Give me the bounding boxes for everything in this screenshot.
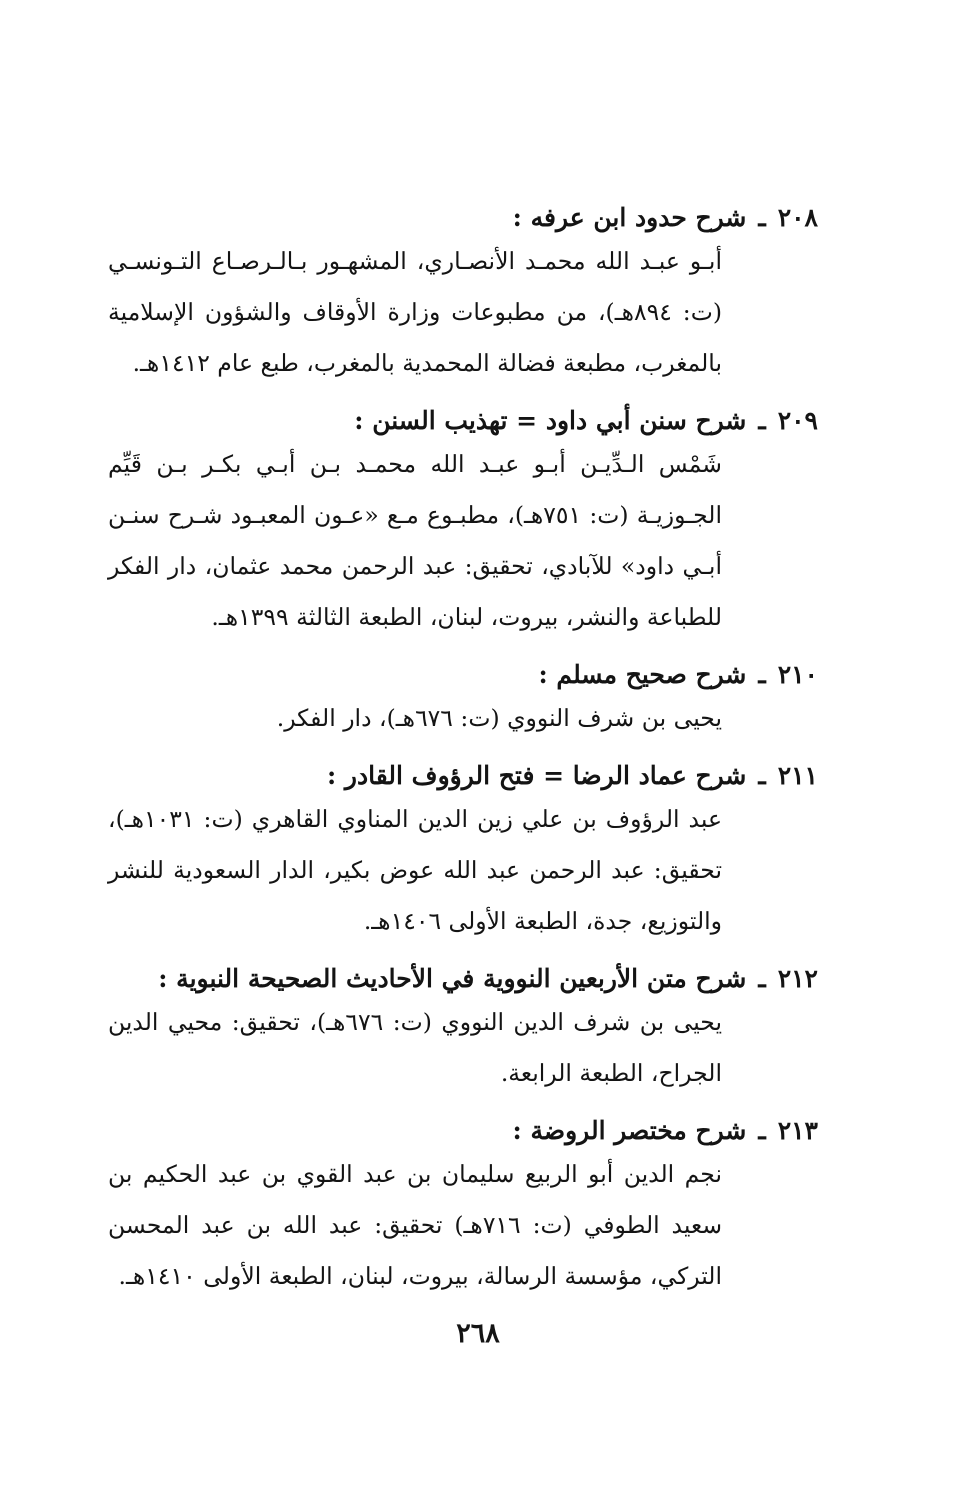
- entry-title: شرح عماد الرضا = فتح الرؤوف القادر :: [326, 761, 747, 790]
- entry-number: ٢١١: [777, 761, 818, 790]
- entry-dash: ـ: [758, 964, 766, 993]
- bibliography-entry-208: [108, 200, 818, 389]
- entry-number: ٢٠٨: [777, 203, 818, 232]
- entry-dash: ـ: [758, 1116, 766, 1145]
- entry-heading: [108, 657, 818, 693]
- entry-number: ٢١٢: [777, 964, 818, 993]
- entry-title: شرح حدود ابن عرفه :: [512, 203, 747, 232]
- bibliography-entry-210: [108, 657, 818, 744]
- entry-dash: ـ: [758, 406, 766, 435]
- bibliography-entry-209: [108, 403, 818, 643]
- entry-number: ٢١٠: [777, 660, 818, 689]
- entry-title: شرح متن الأربعين النووية في الأحاديث الصحيحة النبوية :: [158, 964, 747, 993]
- entry-body: عبد الرؤوف بن علي زين الدين المناوي القاهري (ت: ١٠٣١هـ)، تحقيق: عبد الرحمن عبد الله عوض بكير، الدار السعودية للنشر والتوزيع، جدة، الطبعة الأولى ١٤٠٦هـ.: [108, 805, 722, 935]
- entry-heading: [108, 403, 818, 439]
- entry-title: شرح سنن أبي داود = تهذيب السنن :: [354, 406, 747, 435]
- entry-body: أبـو عبـد الله محمـد الأنصـاري، المشهـور بـالـرصـاع التـونسـي (ت: ٨٩٤هـ)، من مطبوعات وزارة الأوقاف والشؤون الإسلامية بالمغرب، مطبعة فضالة المحمدية بالمغرب، طبع عام ١٤١٢هـ.: [108, 247, 722, 377]
- entry-dash: ـ: [758, 761, 766, 790]
- bibliography-entry-211: [108, 758, 818, 947]
- bibliography-list: [108, 200, 818, 1316]
- page-number: ٢٦٨: [456, 1318, 500, 1349]
- entry-number: ٢٠٩: [777, 406, 818, 435]
- entry-title: شرح صحيح مسلم :: [538, 660, 747, 689]
- entry-body: يحيى بن شرف الدين النووي (ت: ٦٧٦هـ)، تحقيق: محيي الدين الجراح، الطبعة الرابعة.: [108, 1008, 722, 1087]
- entry-heading: [108, 758, 818, 794]
- entry-title: شرح مختصر الروضة :: [512, 1116, 747, 1145]
- entry-heading: [108, 1113, 818, 1149]
- entry-heading: [108, 200, 818, 236]
- entry-heading: [108, 961, 818, 997]
- entry-dash: ـ: [758, 203, 766, 232]
- entry-body: نجم الدين أبو الربيع سليمان بن عبد القوي بن عبد الحكيم بن سعيد الطوفي (ت: ٧١٦هـ) تحقيق: عبد الله بن عبد المحسن التركي، مؤسسة الرسالة، بيروت، لبنان، الطبعة الأولى ١٤١٠هـ.: [108, 1160, 723, 1290]
- entry-number: ٢١٣: [777, 1116, 818, 1145]
- bibliography-entry-212: [108, 961, 818, 1099]
- bibliography-entry-213: [108, 1113, 818, 1302]
- entry-body: يحيى بن شرف النووي (ت: ٦٧٦هـ)، دار الفكر.: [276, 704, 722, 732]
- entry-body: شَمْس الـدِّيـن أبـو عبـد الله محمـد بـن أبـي بكـر بـن قَيِّم الجـوزيـة (ت: ٧٥١هـ)، مطبـوع مـع «عـون المعبـود شـرح سنـن أبـي داود» للآبادي، تحقيق: عبد الرحمن محمد عثمان، دار الفكر للطباعة والنشر، بيروت، لبنان، الطبعة الثالثة ١٣٩٩هـ.: [108, 450, 722, 631]
- entry-dash: ـ: [758, 660, 766, 689]
